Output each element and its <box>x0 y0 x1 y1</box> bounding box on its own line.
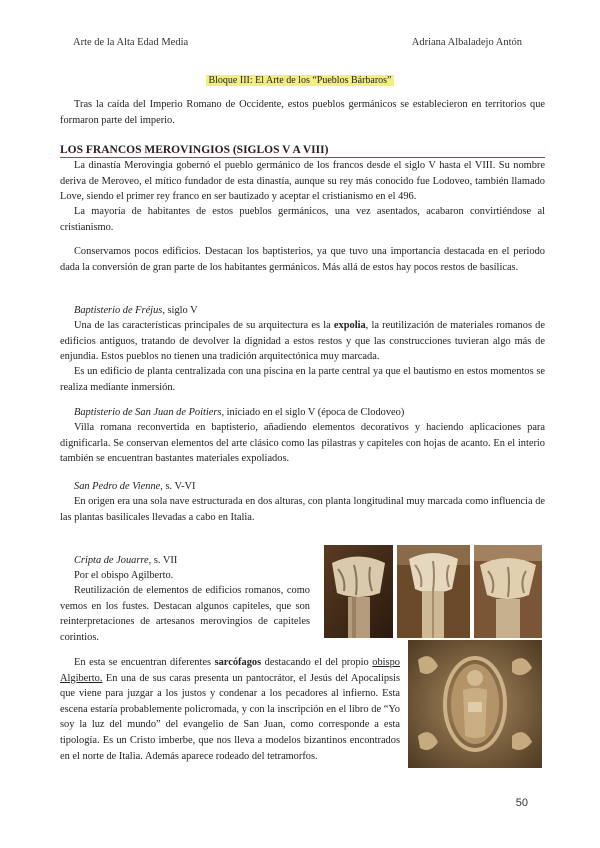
poitiers-name: Baptisterio de San Juan de Poitiers <box>74 407 222 418</box>
vienne-paragraph: En origen era una sola nave estructurada en dos alturas, con planta longitudinal muy marcada como influencia de las plantas basilicales llevadas a cabo en Italia. <box>60 496 545 523</box>
page-number: 50 <box>515 797 528 809</box>
sarc-text-a: En esta se encuentran diferentes <box>74 657 215 668</box>
frejus-paragraph-1 <box>60 318 545 365</box>
frejus-name: Baptisterio de Fréjus <box>74 305 163 316</box>
header-right: Adriana Albaladejo Antón <box>411 37 522 48</box>
poitiers-paragraph: Villa romana reconvertida en baptisterio, añadiendo elementos decorativos y haciendo aplicaciones para dignificarla. Se conservan elementos del arte clásico como las pilastras y capiteles con hojas de acanto. En el interio también se encuentran bastantes materiales expoliados. <box>60 422 545 465</box>
jouarre-paragraph: Reutilización de elementos de edificios romanos, como vemos en los fustes. Destacan algunos capiteles, que son reinterpretaciones de artesanos merovingios de capiteles corintios. <box>60 585 310 643</box>
sarcophagus-photo <box>408 640 542 768</box>
capital-photo-1 <box>324 545 393 638</box>
frejus-text-a: Una de las características principales de su arquitectura es la <box>74 320 334 331</box>
jouarre-heading <box>60 553 310 569</box>
vienne-name: San Pedro de Vienne <box>74 481 161 492</box>
section-title: LOS FRANCOS MEROVINGIOS (SIGLOS V A VIII) <box>60 143 545 158</box>
intro-paragraph: Tras la caída del Imperio Romano de Occidente, estos pueblos germánicos se establecieron en territorios que formaron parte del imperio. <box>60 99 545 126</box>
frejus-text-b: , la reutilización de materiales romanos de edificios antiguos, tratando de devolver la dignidad a estos restos y que las construcciones tuvieran algo más de enjundia. Estos pueblos no tienen una tradición arquitectónica muy marcada. <box>60 320 545 363</box>
merov-paragraph-3: Conservamos pocos edificios. Destacan los baptisterios, ya que tuvo una importancia destacada en el periodo dada la conversión de gran parte de los habitantes germánicos. Más allá de estos hay pocos restos de basílicas. <box>60 246 545 273</box>
jouarre-name: Cripta de Jouarre <box>74 555 149 566</box>
vienne-date: , s. V-VI <box>160 481 196 492</box>
capital-photo-2 <box>397 545 470 638</box>
block-title-wrap <box>0 70 600 88</box>
sarc-bold: sarcófagos <box>214 657 262 668</box>
sarc-underline: obispo Algiberto. <box>60 657 400 684</box>
poitiers-heading <box>60 405 545 421</box>
sarcophagus-paragraph <box>60 655 400 764</box>
frejus-heading <box>60 303 545 319</box>
frejus-expolia: expolia <box>333 320 366 331</box>
vienne-heading <box>60 479 545 495</box>
poitiers-date: , iniciado en el siglo V (época de Clodoveo) <box>221 407 405 418</box>
header-left: Arte de la Alta Edad Media <box>73 37 189 48</box>
capital-photo-3 <box>474 545 542 638</box>
frejus-date: , siglo V <box>162 305 198 316</box>
merov-paragraph-1: La dinastía Merovingia gobernó el pueblo germánico de los francos desde el siglo V hasta el VIII. Su nombre deriva de Meroveo, el mítico fundador de esta dinastía, aunque su rey más conocido fue Lodoveo, también llamado Love, siendo el primer rey franco en ser bautizado y aceptar el cristianismo en el 496. <box>60 160 545 203</box>
sarc-text-c: En una de sus caras presenta un pantocrátor, el Jesús del Apocalipsis que viene para juzgar a los justos y condenar a los pecadores al infierno. Esta escena estaría probablemente policromada, y con la inscripción en el libro de “Yo soy la luz del mundo” del evangelio de San Juan, como corresponde a esta tipología. Es un Cristo imberbe, que nos lleva a modelos bizantinos encontrados en el norte de Italia. Además aparece rodeado del tetramorfos. <box>60 672 400 762</box>
sarc-text-b: destacando el del propio <box>261 657 373 668</box>
jouarre-date: , s. VII <box>148 555 178 566</box>
block-title: Bloque III: El Arte de los “Pueblos Bárbaros” <box>208 75 392 86</box>
merov-paragraph-2: La mayoría de habitantes de estos pueblos germánicos, una vez asentados, acabaron convirtiéndose al cristianismo. <box>60 206 545 233</box>
frejus-paragraph-2: Es un edificio de planta centralizada con una piscina en la parte central ya que el bautismo en estos momentos se realiza mediante inmersión. <box>60 366 545 393</box>
jouarre-line2: Por el obispo Agilberto. <box>74 570 174 581</box>
